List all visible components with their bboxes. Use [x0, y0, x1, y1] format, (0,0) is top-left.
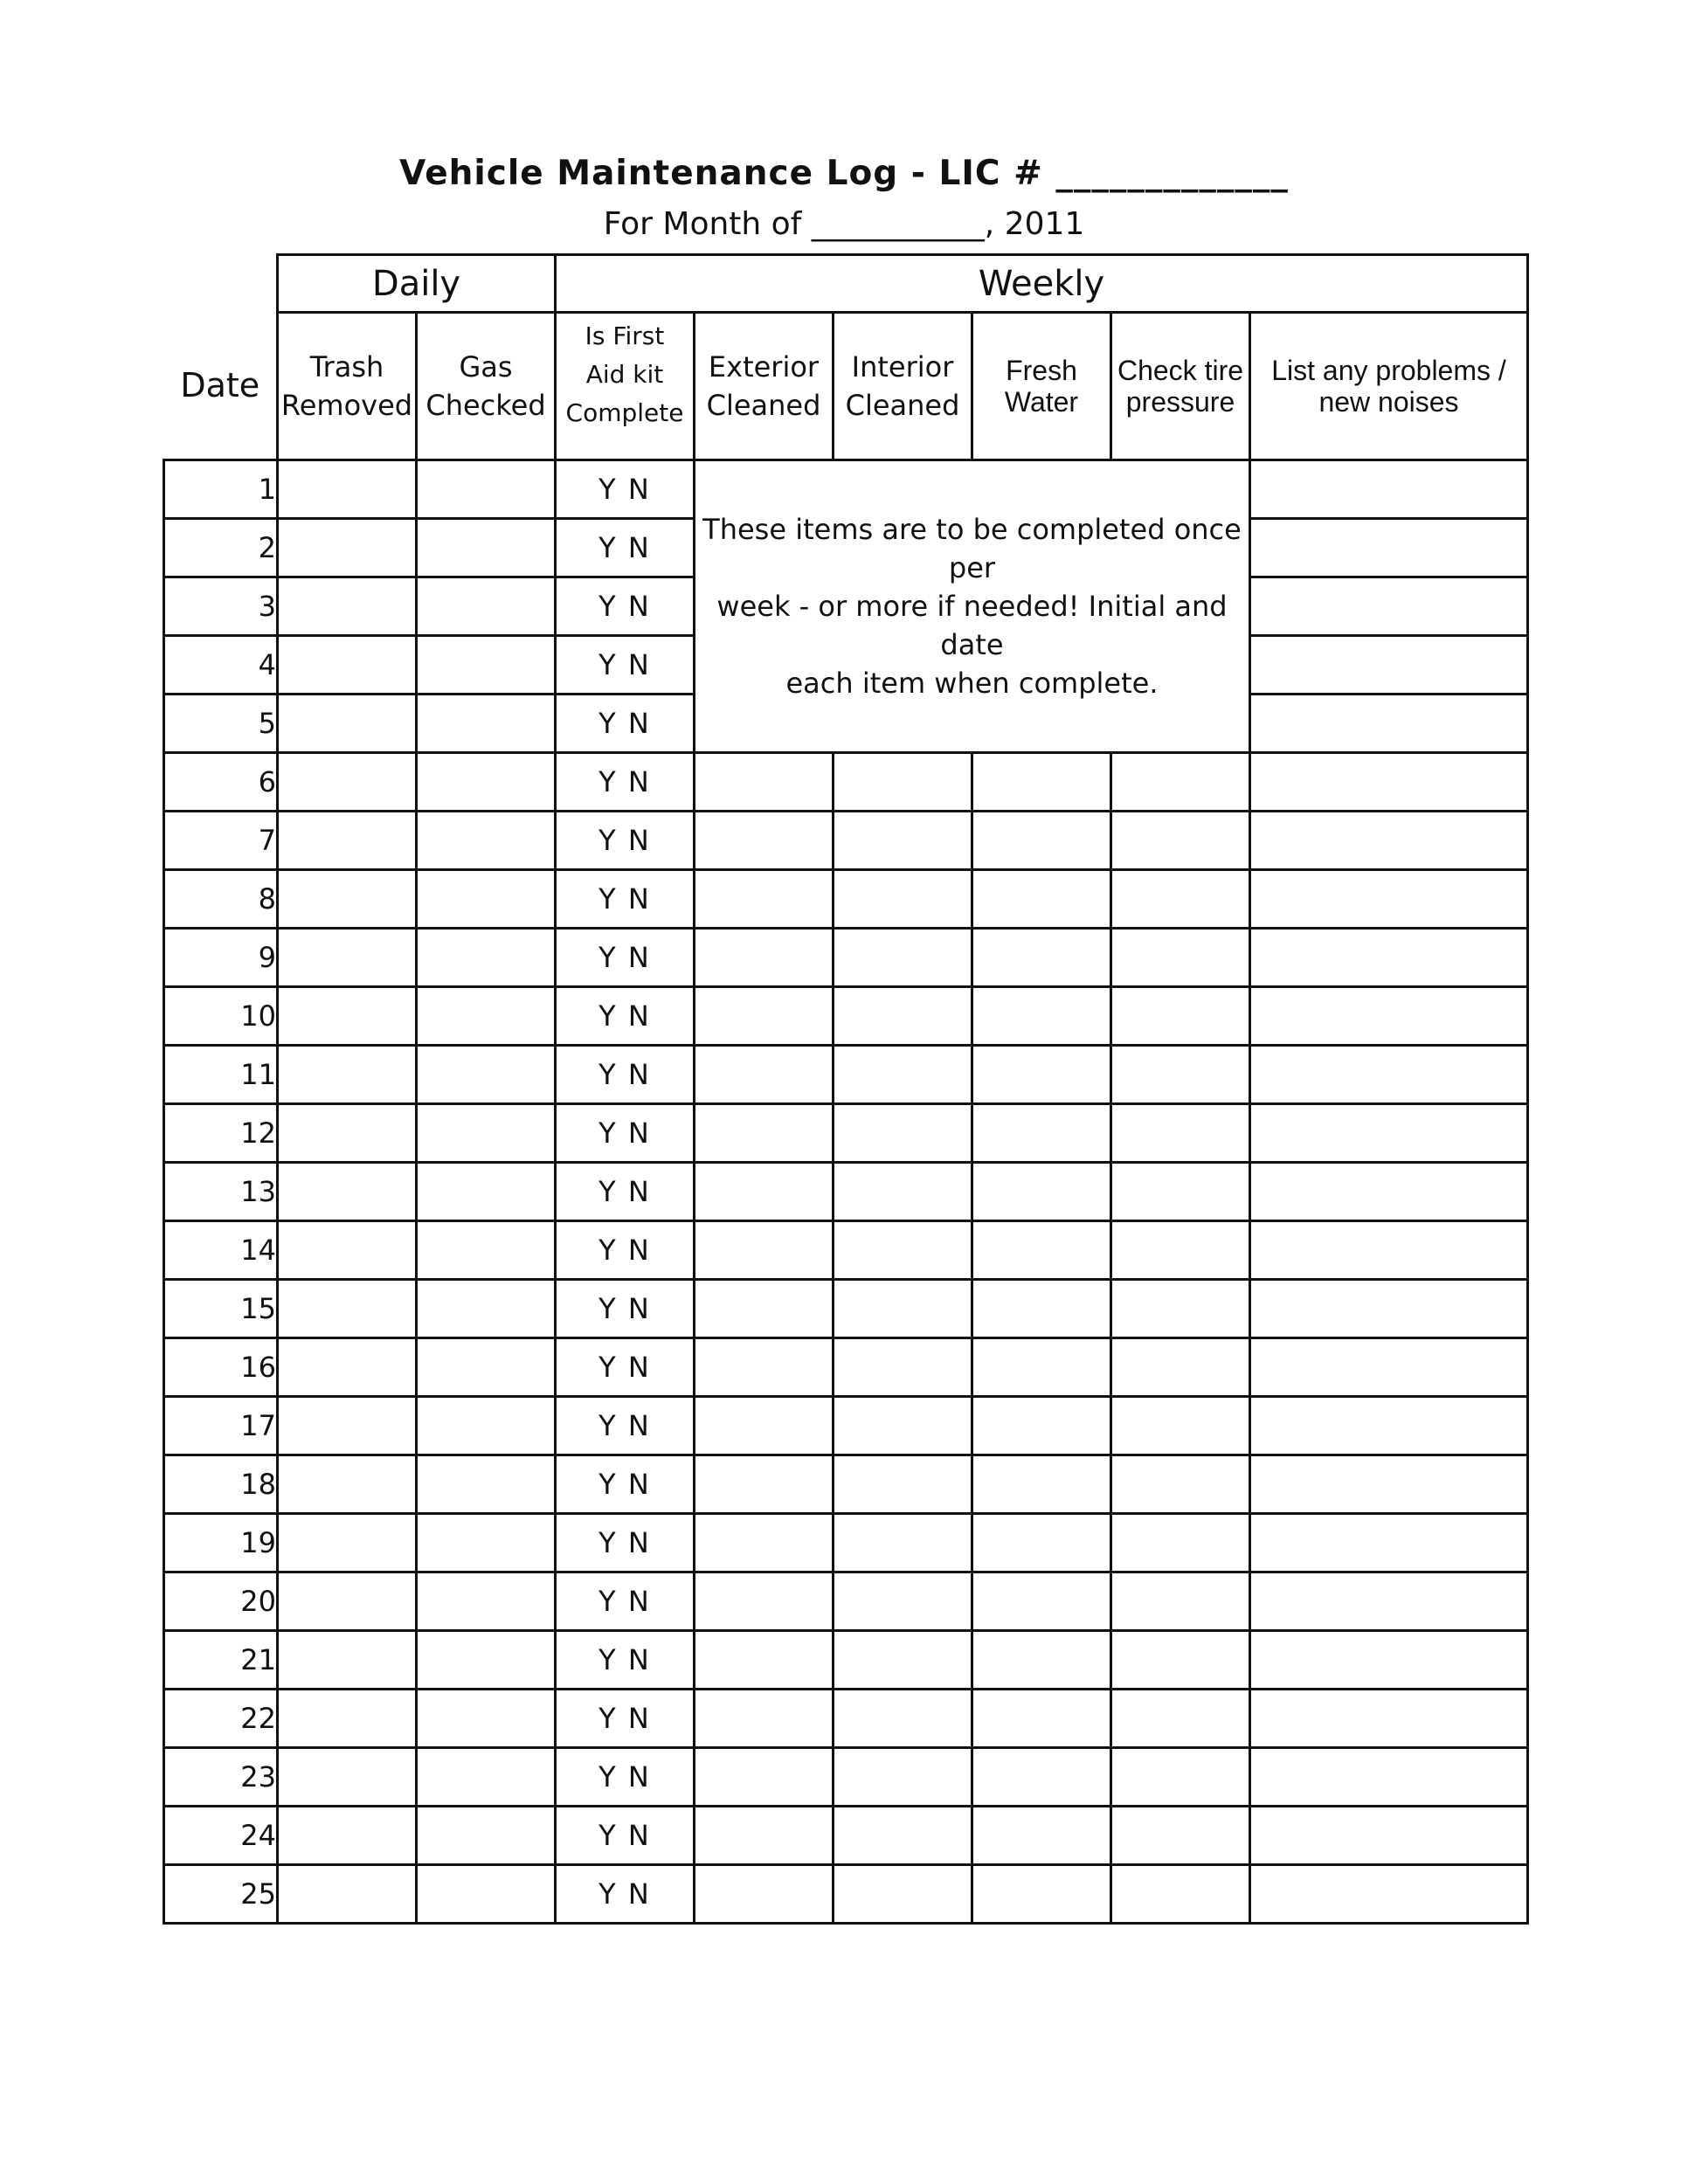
trash-removed-cell[interactable]: [278, 519, 417, 577]
problems-cell[interactable]: [1250, 1748, 1528, 1807]
check-tire-cell[interactable]: [1111, 929, 1250, 987]
check-tire-cell[interactable]: [1111, 870, 1250, 929]
first-aid-yn-cell[interactable]: Y N: [556, 929, 695, 987]
gas-checked-cell[interactable]: [417, 1455, 556, 1514]
exterior-cleaned-cell[interactable]: [695, 1221, 834, 1280]
date-cell: 4: [164, 636, 278, 695]
interior-cleaned-cell[interactable]: [834, 929, 972, 987]
log-row: [164, 1807, 1528, 1865]
interior-cleaned-cell[interactable]: [834, 1807, 972, 1865]
log-row: [164, 1514, 1528, 1572]
check-tire-cell[interactable]: [1111, 1455, 1250, 1514]
trash-removed-cell[interactable]: [278, 1280, 417, 1338]
log-row: [164, 929, 1528, 987]
log-row: [164, 1572, 1528, 1631]
date-cell: 23: [164, 1748, 278, 1807]
first-aid-yn-cell[interactable]: Y N: [556, 1397, 695, 1455]
check-tire-cell[interactable]: [1111, 812, 1250, 870]
problems-cell[interactable]: [1250, 1690, 1528, 1748]
check-tire-cell[interactable]: [1111, 1690, 1250, 1748]
log-row: [164, 1221, 1528, 1280]
date-cell: 9: [164, 929, 278, 987]
interior-cleaned-cell[interactable]: [834, 1397, 972, 1455]
interior-cleaned-cell[interactable]: [834, 1572, 972, 1631]
gas-checked-cell[interactable]: [417, 753, 556, 812]
interior-cleaned-cell[interactable]: [834, 1221, 972, 1280]
check-tire-cell[interactable]: [1111, 1572, 1250, 1631]
problems-cell[interactable]: [1250, 1280, 1528, 1338]
interior-cleaned-cell[interactable]: [834, 987, 972, 1046]
problems-cell[interactable]: [1250, 695, 1528, 753]
first-aid-yn-cell[interactable]: Y N: [556, 1221, 695, 1280]
first-aid-yn-cell[interactable]: Y N: [556, 1865, 695, 1924]
interior-cleaned-header: Interior Cleaned: [834, 313, 972, 460]
log-row: [164, 1455, 1528, 1514]
gas-checked-cell[interactable]: [417, 460, 556, 519]
interior-cleaned-cell[interactable]: [834, 1514, 972, 1572]
date-cell: 13: [164, 1163, 278, 1221]
exterior-cleaned-cell[interactable]: [695, 1338, 834, 1397]
fresh-water-header: Fresh Water: [972, 313, 1111, 460]
exterior-cleaned-cell[interactable]: [695, 1397, 834, 1455]
date-cell: 15: [164, 1280, 278, 1338]
date-cell: 12: [164, 1104, 278, 1163]
log-row: [164, 1046, 1528, 1104]
trash-removed-cell[interactable]: [278, 695, 417, 753]
date-cell: 7: [164, 812, 278, 870]
check-tire-header: Check tire pressure: [1111, 313, 1250, 460]
trash-removed-cell[interactable]: [278, 1046, 417, 1104]
gas-checked-cell[interactable]: [417, 1748, 556, 1807]
problems-cell[interactable]: [1250, 812, 1528, 870]
exterior-cleaned-cell[interactable]: [695, 1280, 834, 1338]
problems-cell[interactable]: [1250, 929, 1528, 987]
interior-cleaned-cell[interactable]: [834, 1280, 972, 1338]
date-cell: 17: [164, 1397, 278, 1455]
problems-cell[interactable]: [1250, 1163, 1528, 1221]
check-tire-cell[interactable]: [1111, 1514, 1250, 1572]
date-cell: 25: [164, 1865, 278, 1924]
gas-checked-cell[interactable]: [417, 1572, 556, 1631]
fresh-water-cell[interactable]: [972, 1046, 1111, 1104]
date-cell: 24: [164, 1807, 278, 1865]
gas-checked-cell[interactable]: [417, 1221, 556, 1280]
weekly-note-box: These items are to be completed once per week - or more if needed! Initial and date each item when complete.: [695, 460, 1250, 753]
interior-cleaned-cell[interactable]: [834, 753, 972, 812]
trash-removed-cell[interactable]: [278, 1104, 417, 1163]
corner-blank: [164, 255, 278, 313]
trash-removed-cell[interactable]: [278, 460, 417, 519]
first-aid-yn-cell[interactable]: Y N: [556, 1690, 695, 1748]
fresh-water-cell[interactable]: [972, 1690, 1111, 1748]
page-title: Vehicle Maintenance Log - LIC # _____________: [399, 154, 1289, 193]
first-aid-yn-cell[interactable]: Y N: [556, 1280, 695, 1338]
trash-removed-cell[interactable]: [278, 1338, 417, 1397]
problems-cell[interactable]: [1250, 753, 1528, 812]
problems-cell[interactable]: [1250, 1572, 1528, 1631]
check-tire-cell[interactable]: [1111, 1280, 1250, 1338]
interior-cleaned-cell[interactable]: [834, 1865, 972, 1924]
first-aid-yn-cell[interactable]: Y N: [556, 577, 695, 636]
interior-cleaned-cell[interactable]: [834, 1104, 972, 1163]
trash-removed-cell[interactable]: [278, 1221, 417, 1280]
exterior-cleaned-cell[interactable]: [695, 929, 834, 987]
trash-removed-cell[interactable]: [278, 1690, 417, 1748]
fresh-water-cell[interactable]: [972, 1807, 1111, 1865]
interior-cleaned-cell[interactable]: [834, 1631, 972, 1690]
group-weekly: Weekly: [556, 255, 1528, 313]
exterior-cleaned-cell[interactable]: [695, 1104, 834, 1163]
check-tire-cell[interactable]: [1111, 1748, 1250, 1807]
fresh-water-cell[interactable]: [972, 987, 1111, 1046]
month-line: For Month of ___________, 2011: [603, 206, 1085, 242]
check-tire-cell[interactable]: [1111, 1104, 1250, 1163]
date-cell: 5: [164, 695, 278, 753]
first-aid-yn-cell[interactable]: Y N: [556, 1163, 695, 1221]
exterior-cleaned-cell[interactable]: [695, 1046, 834, 1104]
log-row: [164, 1397, 1528, 1455]
problems-cell[interactable]: [1250, 1514, 1528, 1572]
date-cell: 20: [164, 1572, 278, 1631]
interior-cleaned-cell[interactable]: [834, 1046, 972, 1104]
fresh-water-cell[interactable]: [972, 753, 1111, 812]
problems-cell[interactable]: [1250, 1046, 1528, 1104]
trash-removed-cell[interactable]: [278, 1455, 417, 1514]
fresh-water-cell[interactable]: [972, 1748, 1111, 1807]
problems-cell[interactable]: [1250, 1338, 1528, 1397]
exterior-cleaned-cell[interactable]: [695, 987, 834, 1046]
fresh-water-cell[interactable]: [972, 1163, 1111, 1221]
date-cell: 2: [164, 519, 278, 577]
check-tire-cell[interactable]: [1111, 1631, 1250, 1690]
log-row: [164, 753, 1528, 812]
log-row: [164, 1631, 1528, 1690]
problems-header: List any problems / new noises: [1250, 313, 1528, 460]
first-aid-yn-cell[interactable]: Y N: [556, 1572, 695, 1631]
trash-removed-cell[interactable]: [278, 929, 417, 987]
trash-removed-cell[interactable]: [278, 1865, 417, 1924]
gas-checked-cell[interactable]: [417, 1807, 556, 1865]
log-row: [164, 987, 1528, 1046]
exterior-cleaned-cell[interactable]: [695, 753, 834, 812]
gas-checked-cell[interactable]: [417, 1280, 556, 1338]
problems-cell[interactable]: [1250, 1221, 1528, 1280]
gas-checked-cell[interactable]: [417, 519, 556, 577]
interior-cleaned-cell[interactable]: [834, 1455, 972, 1514]
date-cell: 3: [164, 577, 278, 636]
check-tire-cell[interactable]: [1111, 1865, 1250, 1924]
gas-checked-cell[interactable]: [417, 1046, 556, 1104]
first-aid-yn-cell[interactable]: Y N: [556, 695, 695, 753]
exterior-cleaned-cell[interactable]: [695, 1748, 834, 1807]
date-cell: 14: [164, 1221, 278, 1280]
exterior-cleaned-cell[interactable]: [695, 870, 834, 929]
check-tire-cell[interactable]: [1111, 1046, 1250, 1104]
date-cell: 1: [164, 460, 278, 519]
log-row: [164, 1865, 1528, 1924]
first-aid-yn-cell[interactable]: Y N: [556, 1748, 695, 1807]
fresh-water-cell[interactable]: [972, 1104, 1111, 1163]
interior-cleaned-cell[interactable]: [834, 1338, 972, 1397]
first-aid-yn-cell[interactable]: Y N: [556, 987, 695, 1046]
problems-cell[interactable]: [1250, 1807, 1528, 1865]
gas-checked-header: Gas Checked: [417, 313, 556, 460]
trash-removed-cell[interactable]: [278, 1397, 417, 1455]
date-cell: 18: [164, 1455, 278, 1514]
log-row: [164, 812, 1528, 870]
problems-cell[interactable]: [1250, 1865, 1528, 1924]
first-aid-yn-cell[interactable]: Y N: [556, 1104, 695, 1163]
fresh-water-cell[interactable]: [972, 870, 1111, 929]
exterior-cleaned-cell[interactable]: [695, 1807, 834, 1865]
fresh-water-cell[interactable]: [972, 1397, 1111, 1455]
first-aid-yn-cell[interactable]: Y N: [556, 636, 695, 695]
date-header: Date: [180, 366, 260, 405]
exterior-cleaned-cell[interactable]: [695, 812, 834, 870]
check-tire-cell[interactable]: [1111, 987, 1250, 1046]
exterior-cleaned-cell[interactable]: [695, 1572, 834, 1631]
problems-cell[interactable]: [1250, 577, 1528, 636]
group-daily: Daily: [278, 255, 556, 313]
trash-removed-cell[interactable]: [278, 1514, 417, 1572]
gas-checked-cell[interactable]: [417, 812, 556, 870]
problems-cell[interactable]: [1250, 1104, 1528, 1163]
gas-checked-cell[interactable]: [417, 870, 556, 929]
interior-cleaned-cell[interactable]: [834, 812, 972, 870]
trash-removed-cell[interactable]: [278, 870, 417, 929]
gas-checked-cell[interactable]: [417, 577, 556, 636]
gas-checked-cell[interactable]: [417, 929, 556, 987]
first-aid-yn-cell[interactable]: Y N: [556, 1046, 695, 1104]
log-row: [164, 1280, 1528, 1338]
trash-removed-cell[interactable]: [278, 1807, 417, 1865]
gas-checked-cell[interactable]: [417, 1104, 556, 1163]
exterior-cleaned-cell[interactable]: [695, 1455, 834, 1514]
fresh-water-cell[interactable]: [972, 1865, 1111, 1924]
exterior-cleaned-header: Exterior Cleaned: [695, 313, 834, 460]
first-aid-yn-cell[interactable]: Y N: [556, 1514, 695, 1572]
exterior-cleaned-cell[interactable]: [695, 1865, 834, 1924]
trash-removed-cell[interactable]: [278, 636, 417, 695]
trash-removed-cell[interactable]: [278, 753, 417, 812]
date-cell: 8: [164, 870, 278, 929]
problems-cell[interactable]: [1250, 1397, 1528, 1455]
problems-cell[interactable]: [1250, 636, 1528, 695]
first-aid-yn-cell[interactable]: Y N: [556, 460, 695, 519]
exterior-cleaned-cell[interactable]: [695, 1690, 834, 1748]
log-row: [164, 460, 1528, 519]
first-aid-yn-cell[interactable]: Y N: [556, 1338, 695, 1397]
problems-cell[interactable]: [1250, 1631, 1528, 1690]
log-row: [164, 1690, 1528, 1748]
exterior-cleaned-cell[interactable]: [695, 1631, 834, 1690]
problems-cell[interactable]: [1250, 870, 1528, 929]
problems-cell[interactable]: [1250, 519, 1528, 577]
first-aid-header: Is First Aid kit Complete: [556, 313, 695, 460]
date-cell: 19: [164, 1514, 278, 1572]
fresh-water-cell[interactable]: [972, 1514, 1111, 1572]
gas-checked-cell[interactable]: [417, 1514, 556, 1572]
problems-cell[interactable]: [1250, 460, 1528, 519]
maintenance-log-table: [163, 253, 1529, 1925]
fresh-water-cell[interactable]: [972, 1631, 1111, 1690]
trash-removed-cell[interactable]: [278, 1631, 417, 1690]
log-row: [164, 1748, 1528, 1807]
gas-checked-cell[interactable]: [417, 1631, 556, 1690]
fresh-water-cell[interactable]: [972, 1455, 1111, 1514]
first-aid-yn-cell[interactable]: Y N: [556, 1631, 695, 1690]
trash-removed-cell[interactable]: [278, 812, 417, 870]
gas-checked-cell[interactable]: [417, 1865, 556, 1924]
problems-cell[interactable]: [1250, 987, 1528, 1046]
trash-removed-cell[interactable]: [278, 1748, 417, 1807]
first-aid-yn-cell[interactable]: Y N: [556, 870, 695, 929]
interior-cleaned-cell[interactable]: [834, 1690, 972, 1748]
fresh-water-cell[interactable]: [972, 1338, 1111, 1397]
log-row: [164, 870, 1528, 929]
interior-cleaned-cell[interactable]: [834, 1163, 972, 1221]
check-tire-cell[interactable]: [1111, 1397, 1250, 1455]
check-tire-cell[interactable]: [1111, 753, 1250, 812]
check-tire-cell[interactable]: [1111, 1221, 1250, 1280]
fresh-water-cell[interactable]: [972, 929, 1111, 987]
gas-checked-cell[interactable]: [417, 636, 556, 695]
first-aid-yn-cell[interactable]: Y N: [556, 812, 695, 870]
first-aid-yn-cell[interactable]: Y N: [556, 519, 695, 577]
trash-removed-cell[interactable]: [278, 987, 417, 1046]
trash-removed-cell[interactable]: [278, 1163, 417, 1221]
problems-cell[interactable]: [1250, 1455, 1528, 1514]
gas-checked-cell[interactable]: [417, 987, 556, 1046]
gas-checked-cell[interactable]: [417, 695, 556, 753]
date-cell: 11: [164, 1046, 278, 1104]
gas-checked-cell[interactable]: [417, 1690, 556, 1748]
interior-cleaned-cell[interactable]: [834, 1748, 972, 1807]
check-tire-cell[interactable]: [1111, 1807, 1250, 1865]
first-aid-yn-cell[interactable]: Y N: [556, 753, 695, 812]
date-cell: 6: [164, 753, 278, 812]
exterior-cleaned-cell[interactable]: [695, 1514, 834, 1572]
check-tire-cell[interactable]: [1111, 1163, 1250, 1221]
fresh-water-cell[interactable]: [972, 1221, 1111, 1280]
check-tire-cell[interactable]: [1111, 1338, 1250, 1397]
first-aid-yn-cell[interactable]: Y N: [556, 1807, 695, 1865]
interior-cleaned-cell[interactable]: [834, 870, 972, 929]
trash-removed-header: Trash Removed: [278, 313, 417, 460]
gas-checked-cell[interactable]: [417, 1163, 556, 1221]
gas-checked-cell[interactable]: [417, 1397, 556, 1455]
fresh-water-cell[interactable]: [972, 1280, 1111, 1338]
exterior-cleaned-cell[interactable]: [695, 1163, 834, 1221]
trash-removed-cell[interactable]: [278, 577, 417, 636]
gas-checked-cell[interactable]: [417, 1338, 556, 1397]
date-cell: 22: [164, 1690, 278, 1748]
first-aid-yn-cell[interactable]: Y N: [556, 1455, 695, 1514]
log-row: [164, 1104, 1528, 1163]
log-row: [164, 1338, 1528, 1397]
log-row: [164, 1163, 1528, 1221]
fresh-water-cell[interactable]: [972, 812, 1111, 870]
date-cell: 16: [164, 1338, 278, 1397]
date-cell: 10: [164, 987, 278, 1046]
date-cell: 21: [164, 1631, 278, 1690]
trash-removed-cell[interactable]: [278, 1572, 417, 1631]
fresh-water-cell[interactable]: [972, 1572, 1111, 1631]
